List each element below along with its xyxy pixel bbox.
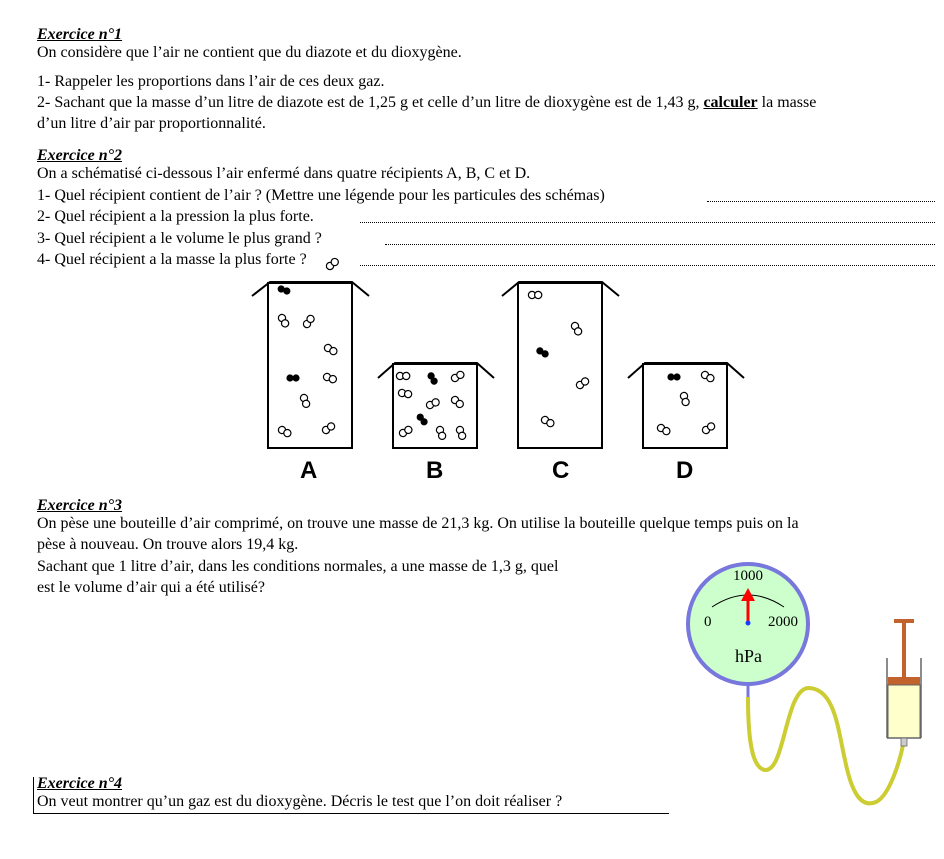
container-b: [378, 363, 494, 484]
gauge-max-label: 1000: [733, 568, 763, 584]
ex1-calculer: calculer: [703, 94, 758, 111]
container-d: [628, 363, 744, 484]
ex3-line-2: pèse à nouveau. On trouve alors 19,4 kg.: [37, 536, 299, 553]
label-b: B: [426, 457, 444, 484]
ex1-q2-cont: d’un litre d’air par proportionnalité.: [37, 115, 266, 132]
ex1-title: Exercice n°1: [37, 26, 123, 43]
ex4-text: On veut montrer qu’un gaz est du dioxygène. Décris le test que l’on doit réaliser ?: [37, 793, 563, 810]
ex1-q1: 1- Rappeler les proportions dans l’air de ces deux gaz.: [37, 73, 385, 90]
ex2-q4: 4- Quel récipient a la masse la plus forte ?: [37, 251, 307, 268]
label-d: D: [676, 457, 694, 484]
ex2-title: Exercice n°2: [37, 147, 123, 164]
ex4-title: Exercice n°4: [37, 775, 123, 792]
container-c: [502, 282, 619, 484]
ex1-q2-end: la masse: [761, 94, 817, 111]
ex1-q2-text: 2- Sachant que la masse d’un litre de diazote est de 1,25 g et celle d’un litre de dioxygène est de 1,43 g,: [37, 94, 700, 111]
syringe: [887, 621, 921, 746]
ex1-intro: On considère que l’air ne contient que du diazote et du dioxygène.: [37, 44, 462, 61]
gauge-unit-label: hPa: [735, 646, 762, 666]
label-a: A: [300, 457, 318, 484]
pressure-gauge: [688, 564, 808, 697]
ex3-title: Exercice n°3: [37, 497, 123, 514]
ex3-line-1: On pèse une bouteille d’air comprimé, on trouve une masse de 21,3 kg. On utilise la bouteille quelque temps puis on la: [37, 515, 799, 532]
ex2-q3: 3- Quel récipient a le volume le plus grand ?: [37, 230, 322, 247]
label-c: C: [552, 457, 570, 484]
ex2-q2: 2- Quel récipient a la pression la plus forte.: [37, 208, 314, 225]
ex3-line-4: est le volume d’air qui a été utilisé?: [37, 579, 265, 596]
gauge-zero-label: 0: [704, 614, 712, 630]
ex3-line-3: Sachant que 1 litre d’air, dans les conditions normales, a une masse de 1,3 g, quel: [37, 558, 559, 575]
gauge-2000-label: 2000: [768, 614, 798, 630]
ex2-q1: 1- Quel récipient contient de l’air ? (Mettre une légende pour les particules des schémas): [37, 187, 605, 204]
yellow-tube: [748, 688, 903, 803]
ex2-intro: On a schématisé ci-dessous l’air enfermé dans quatre récipients A, B, C et D.: [37, 165, 531, 182]
container-a: [252, 257, 369, 484]
